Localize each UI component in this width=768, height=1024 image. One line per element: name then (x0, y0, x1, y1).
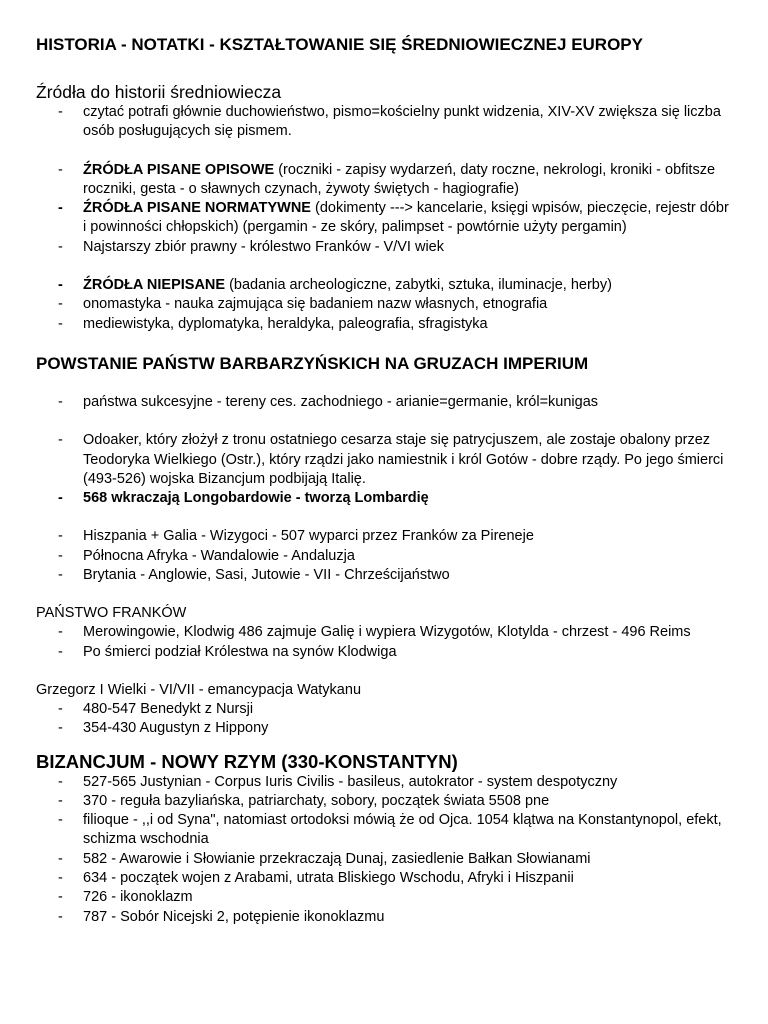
list-item: - 634 - początek wojen z Arabami, utrata Bliskiego Wschodu, Afryki i Hiszpanii (36, 869, 732, 888)
list-item: - Hiszpania + Galia - Wizygoci - 507 wyparci przez Franków za Pireneje (36, 527, 732, 546)
bold-term: ŹRÓDŁA PISANE NORMATYWNE (83, 200, 311, 217)
list-item (36, 199, 732, 238)
list-barbarians-a (36, 393, 732, 412)
list-item: - 370 - reguła bazyliańska, patriarchaty, sobory, początek świata 5508 pne (36, 792, 732, 811)
list-item: - państwa sukcesyjne - tereny ces. zachodniego - arianie=germanie, król=kunigas (36, 393, 732, 412)
list-gregory (36, 700, 732, 739)
section-heading-sources: Źródła do historii średniowiecza (36, 82, 282, 102)
list-item: - Merowingowie, Klodwig 486 zajmuje Galię i wypiera Wizygotów, Klotylda - chrzest - 496 Reims (36, 623, 732, 642)
section-heading-byzantium: BIZANCJUM - NOWY RZYM (330-KONSTANTYN) (36, 750, 458, 772)
list-item: - Najstarszy zbiór prawny - królestwo Franków - V/VI wiek (36, 238, 732, 257)
bold-term: ŹRÓDŁA PISANE OPISOWE (83, 161, 275, 178)
list-franks (36, 623, 732, 662)
list-item: - filioque - ,,i od Syna", natomiast ortodoksi mówią że od Ojca. 1054 klątwa na Konstantynopol, efekt, schizma wschodnia (36, 811, 732, 850)
bold-term: ŹRÓDŁA NIEPISANE (83, 277, 226, 294)
item-text: (dokimenty ---> kancelarie, księgi wpisów, pieczęcie, rejestr dóbr i powinności chłopskich) (pergamin - ze skóry, palimpset - powtórnie użyty pergamin) (83, 200, 729, 236)
list-item: - czytać potrafi głównie duchowieństwo, pismo=kościelny punkt widzenia, XIV-XV zwiększa się liczba osób posługujących się pismem. (36, 103, 732, 142)
list-item: - 568 wkraczają Longobardowie - tworzą Lombardię (36, 489, 732, 508)
item-text: (badania archeologiczne, zabytki, sztuka, iluminacje, herby) (225, 277, 612, 294)
list-barbarians-c (36, 527, 732, 585)
list-item: - 787 - Sobór Nicejski 2, potępienie ikonoklazmu (36, 908, 732, 927)
list-byzantium (36, 773, 732, 927)
list-item: - 354-430 Augustyn z Hippony (36, 719, 732, 738)
list-item: - mediewistyka, dyplomatyka, heraldyka, paleografia, sfragistyka (36, 315, 732, 334)
list-item: - 582 - Awarowie i Słowianie przekraczają Dunaj, zasiedlenie Bałkan Słowianami (36, 850, 732, 869)
section-heading-franks: PAŃSTWO FRANKÓW (36, 605, 187, 622)
list-barbarians-b (36, 431, 732, 508)
list-item: - Północna Afryka - Wandalowie - Andaluzja (36, 547, 732, 566)
list-item (36, 276, 732, 295)
section-heading-gregory: Grzegorz I Wielki - VI/VII - emancypacja Watykanu (36, 681, 362, 698)
list-item: - 480-547 Benedykt z Nursji (36, 700, 732, 719)
list-item: - Odoaker, który złożył z tronu ostatniego cesarza staje się patrycjuszem, ale zostaje obalony przez Teodoryka Wielkiego (Ostr.), który rządzi jako namiestnik i król Gotów - dobre rządy. Po jego śmierci (493-526) wojska Bizancjum podbijają Italię. (36, 431, 732, 489)
list-item: - 527-565 Justynian - Corpus Iuris Civilis - basileus, autokrator - system despotyczny (36, 773, 732, 792)
list-item: - Brytania - Anglowie, Sasi, Jutowie - VII - Chrześcijaństwo (36, 566, 732, 585)
item-text: (roczniki - zapisy wydarzeń, daty roczne, nekrologi, kroniki - obfitsze roczniki, gesta - o sławnych czynach, żywoty świętych - hagiografie) (83, 161, 716, 197)
section-heading-barbarians: POWSTANIE PAŃSTW BARBARZYŃSKICH NA GRUZACH IMPERIUM (36, 353, 589, 373)
list-item: - 726 - ikonoklazm (36, 888, 732, 907)
list-item (36, 161, 732, 200)
list-sources-a (36, 103, 732, 142)
list-item: - Po śmierci podział Królestwa na synów Klodwiga (36, 643, 732, 662)
document-title: HISTORIA - NOTATKI - KSZTAŁTOWANIE SIĘ ŚREDNIOWIECZNEJ EUROPY (36, 35, 643, 54)
list-sources-b (36, 161, 732, 257)
list-sources-c (36, 276, 732, 334)
list-item: - onomastyka - nauka zajmująca się badaniem nazw własnych, etnografia (36, 295, 732, 314)
